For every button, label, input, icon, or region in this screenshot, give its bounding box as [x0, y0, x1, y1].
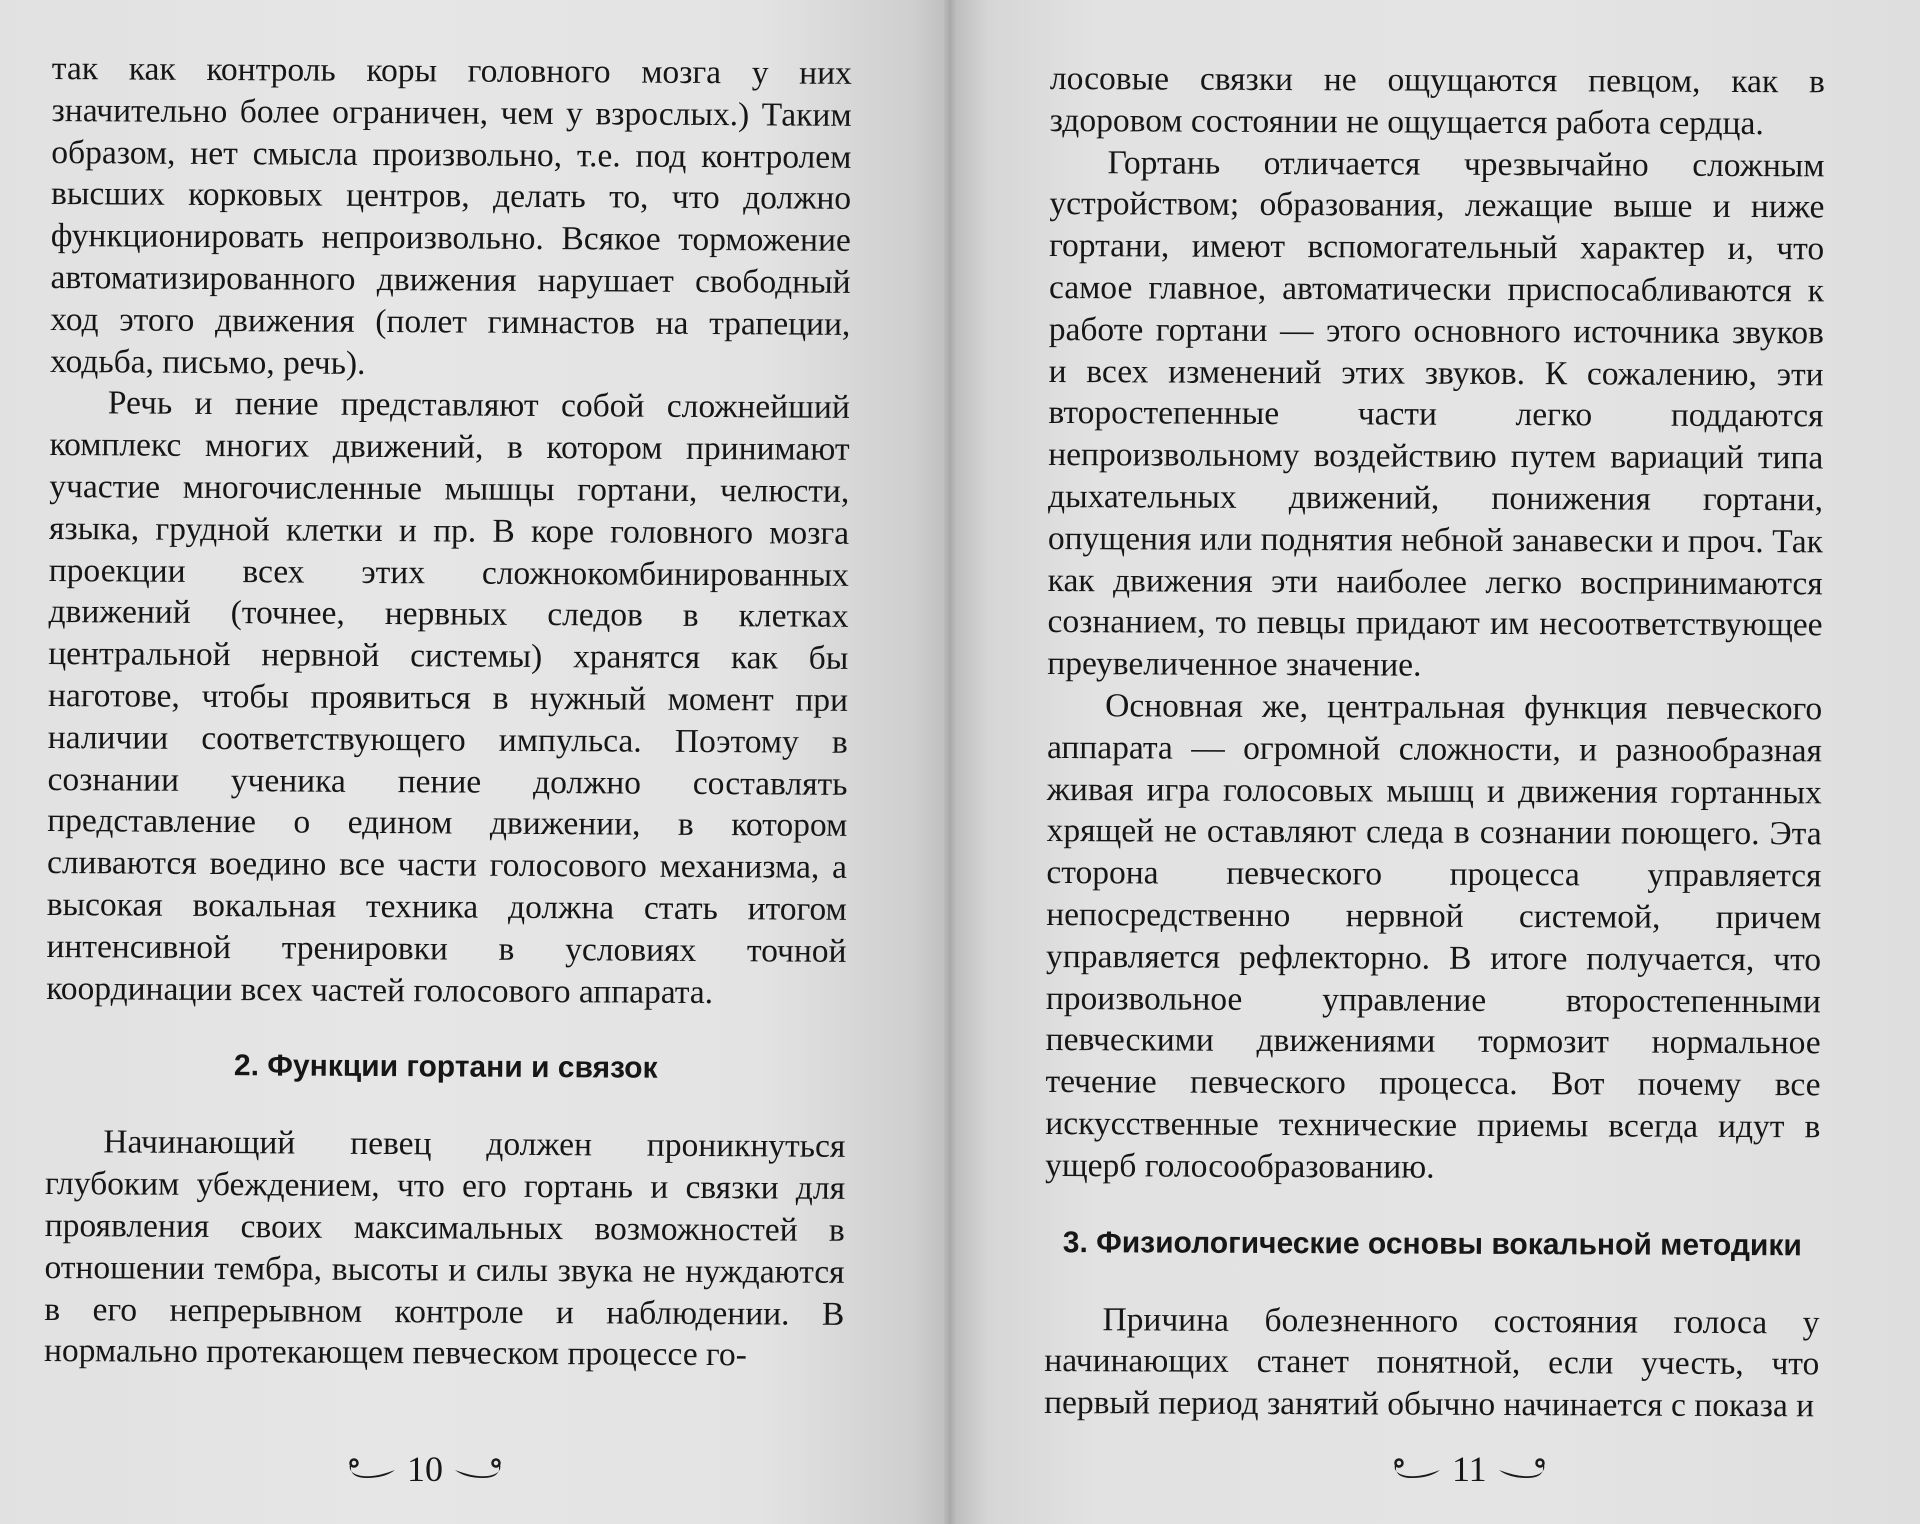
right-flourish-icon — [1493, 1456, 1549, 1482]
left-flourish-icon — [345, 1456, 401, 1482]
left-paragraph-2: Речь и пение представляют собой сложнейший комплекс многих движений, в котором принимают участие многочисленные мышцы гортани, челюсти, языка, грудной клетки и пр. В коре головного мозга проекции всех этих сложнокомбинированных движений (точнее, нервных следов в клетках центральной нервной системы) хранятся как бы наготове, чтобы проявиться в нужный момент при наличии соответствующего импульса. Поэтому в сознании ученика пение должно составлять представление о едином движении, в котором сливаются воедино все части голосового механизма, а высокая вокальная техника должна стать итогом интенсивной тренировки в условиях точной координации всех частей голосового аппарата. — [46, 384, 850, 1011]
left-paragraph-1: так как контроль коры головного мозга у них значительно более ограничен, чем у взрослых.) Таким образом, нет смысла произвольно, т.е. под контролем высших корковых центров, делать то, что должно функционировать непроизвольно. Всякое торможение автоматизированного движения нарушает свободный ход этого движения (полет гимнастов на трапеции, ходьба, письмо, речь). — [49, 49, 852, 382]
right-page-number: 11 — [1452, 1449, 1487, 1489]
left-page-footer — [345, 1448, 505, 1490]
left-page — [0, 0, 950, 1524]
right-page — [950, 0, 1920, 1524]
right-paragraph-3: Основная же, центральная функция певческого аппарата — огромной сложности, и разнообразная живая игра голосовых мышц и движения гортанных хрящей не оставляют следа в сознании поющего. Эта сторона певческого процесса управляется непосредственно нервной системой, причем управляется рефлекторно. В итоге получается, что произвольное управление второстепенными певческими движениями тормозит нормальное течение певческого процесса. Вот почему все искусственные технические приемы всегда идут в ущерб голосообразованию. — [1045, 687, 1823, 1186]
left-section-heading: 2. Функции гортани и связок — [233, 1049, 658, 1086]
left-paragraph-3: Начинающий певец должен проникнуться глубоким убеждением, что его гортань и связки для проявления своих максимальных возможностей в отношении тембра, высоты и силы звука не нуждаются в его непрерывном контроле и наблюдении. В нормально протекающем певческом процессе го- — [43, 1123, 846, 1374]
right-page-footer — [1390, 1448, 1549, 1490]
right-paragraph-2: Гортань отличается чрезвычайно сложным устройством; образования, лежащие выше и ниже гортани, имеют вспомогательный характер и, что самое главное, автоматически приспосабливаются к работе гортани — этого основного источника звуков и всех изменений этих звуков. К сожалению, эти второстепенные части легко поддаются непроизвольному воздействию путем вариаций типа дыхательных движений, понижения гортани, опущения или поднятия небной занавески и проч. Так как движения эти наиболее легко воспринимаются сознанием, то певцы придают им несоответствующее преувеличенное значение. — [1047, 143, 1825, 684]
right-flourish-icon — [449, 1456, 505, 1482]
left-page-number: 10 — [407, 1449, 443, 1489]
left-flourish-icon — [1390, 1456, 1446, 1482]
left-page-text — [44, 48, 852, 1377]
right-section-heading: 3. Физиологические основы вокальной методики — [1062, 1225, 1802, 1262]
right-page-text — [1044, 58, 1825, 1427]
right-paragraph-4: Причина болезненного состояния голоса у начинающих станет понятной, если учесть, что первый период занятий обычно начинается с показа и — [1044, 1300, 1820, 1425]
right-paragraph-1: лосовые связки не ощущаются певцом, как в здоровом состоянии не ощущается работа сердца. — [1049, 59, 1825, 142]
book-gutter — [944, 0, 956, 1524]
